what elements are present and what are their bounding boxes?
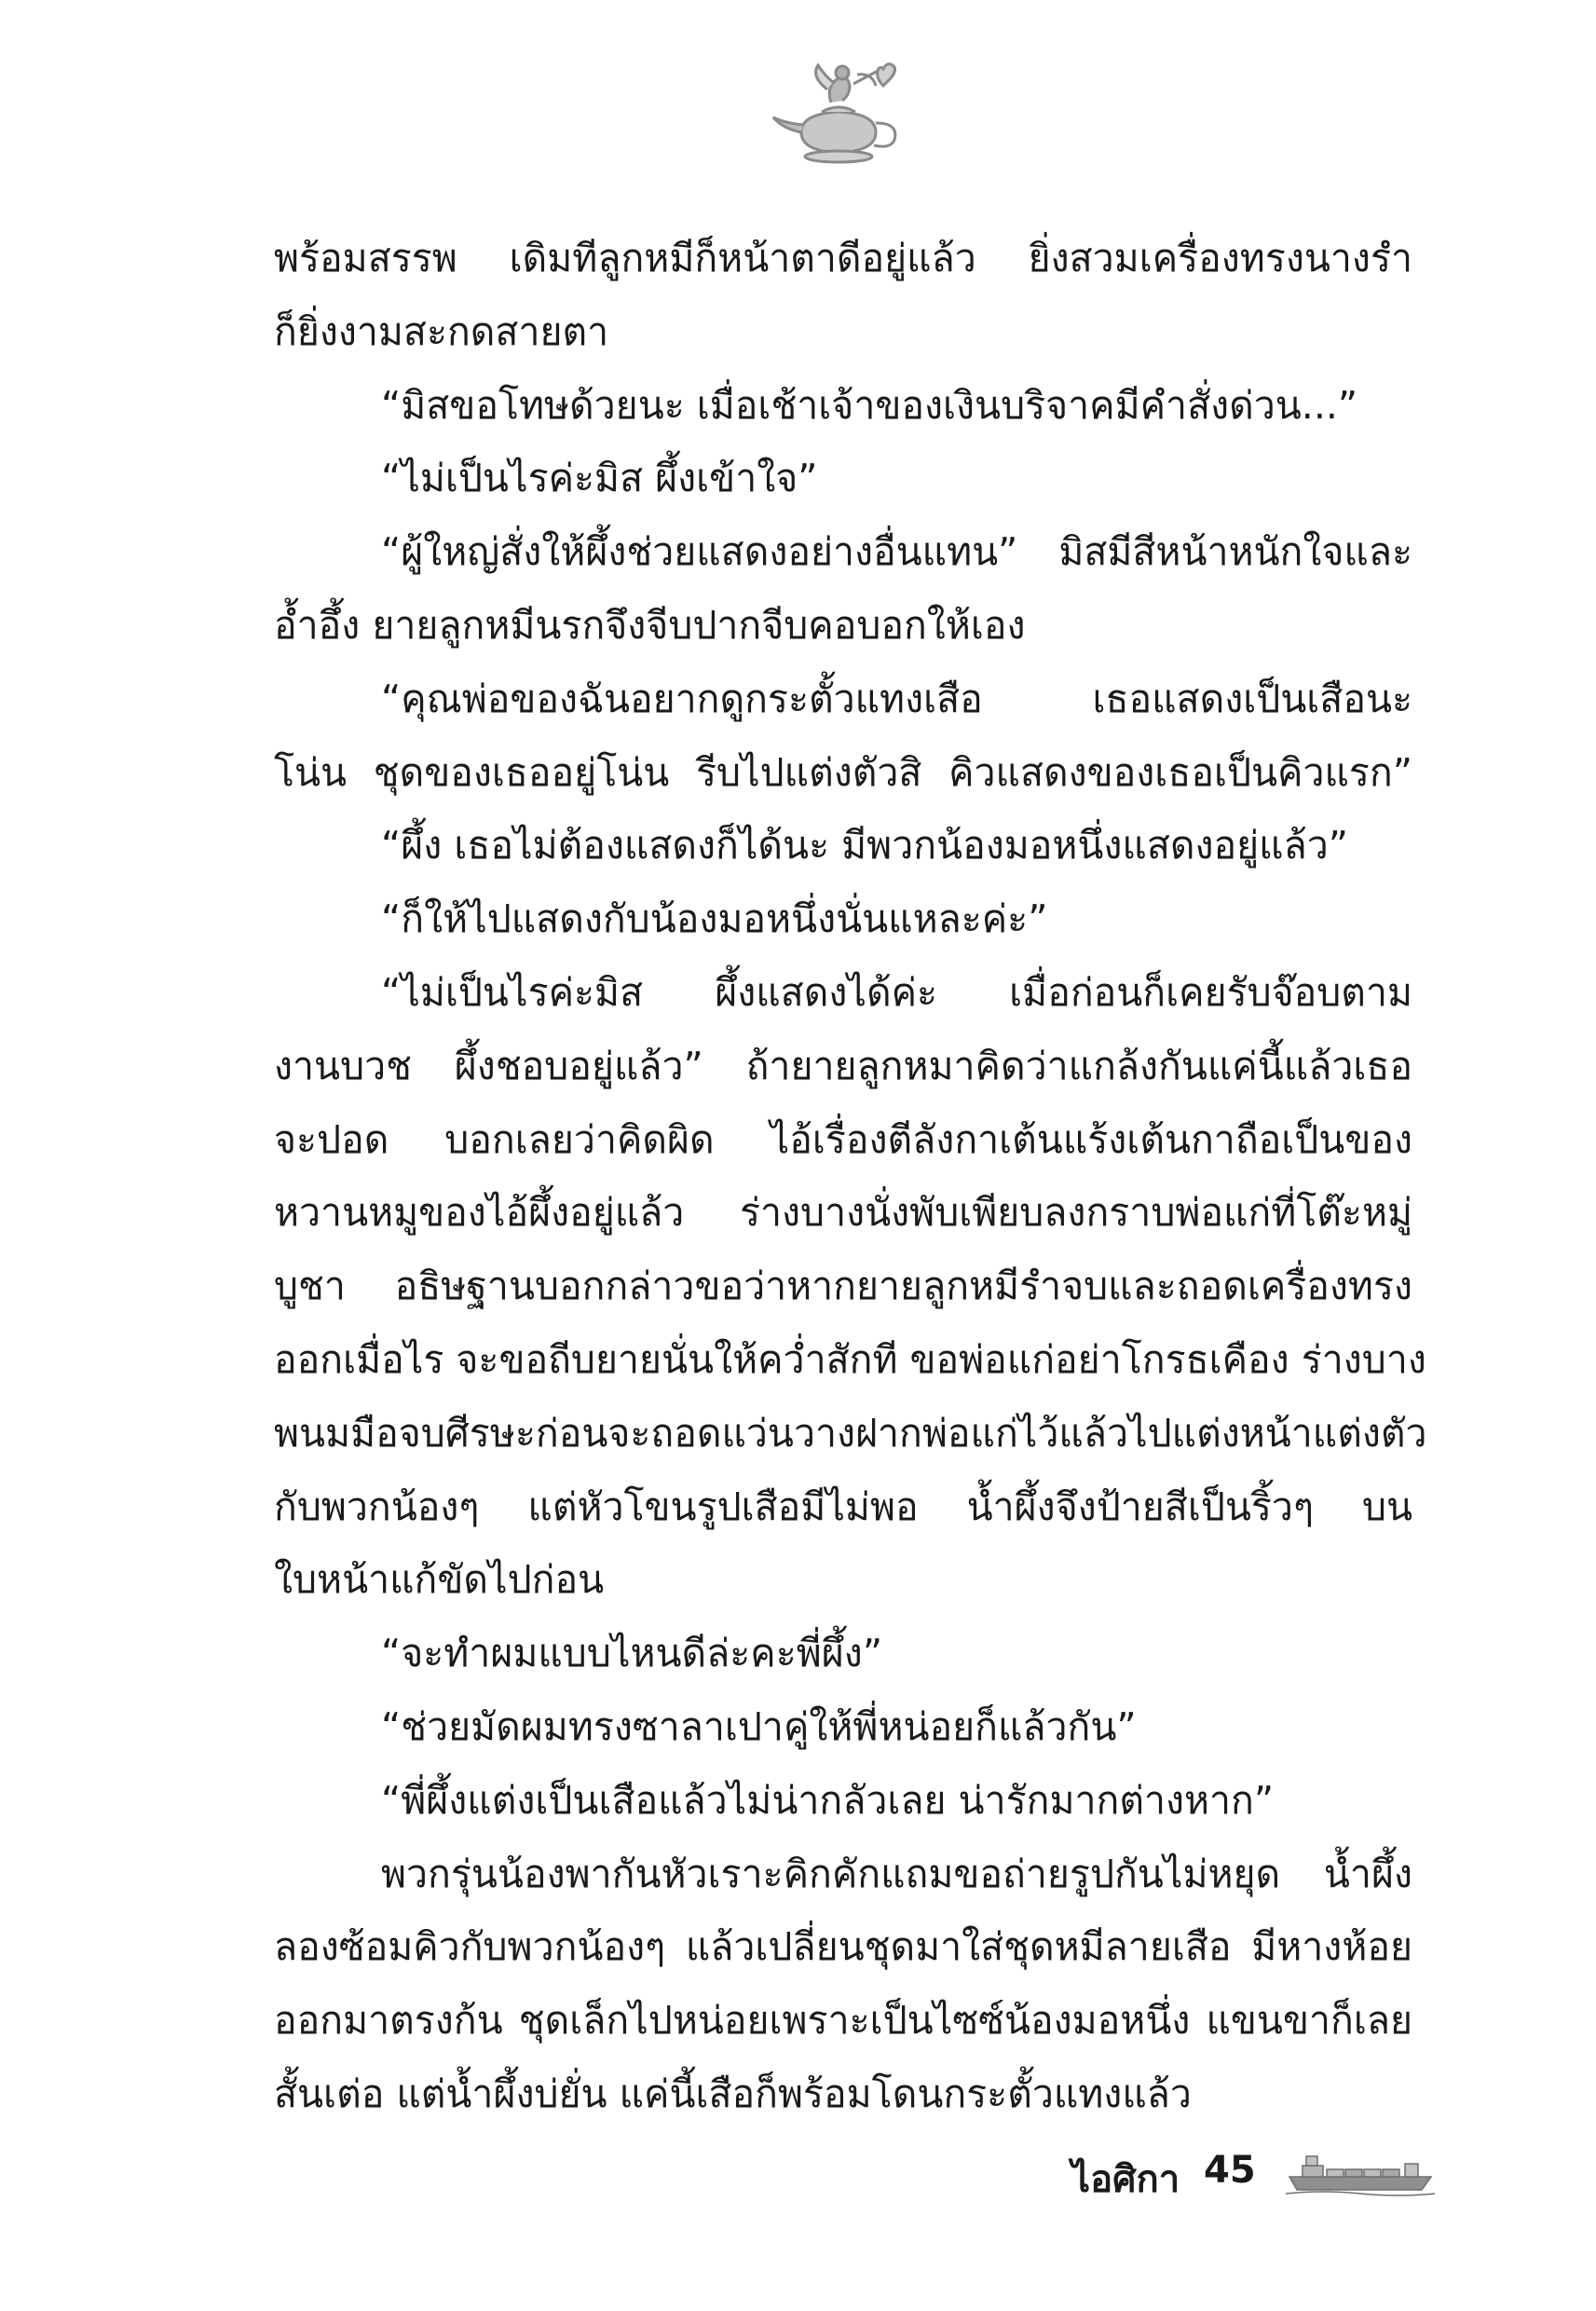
page-footer <box>1071 2143 1444 2208</box>
text-line: งานบวช ผึ้งชอบอยู่แล้ว” ถ้ายายลูกหมาคิดว่าแกล้งกันแค่นี้แล้วเธอ <box>274 1043 1412 1088</box>
page-number: 45 <box>1204 2149 1256 2192</box>
text-line: “ก็ให้ไปแสดงกับน้องมอหนึ่งนั่นแหละค่ะ” <box>381 896 1048 942</box>
text-line: “ช่วยมัดผมทรงซาลาเปาคู่ให้พี่หน่อยก็แล้วกัน” <box>381 1703 1137 1749</box>
text-line: “คุณพ่อของฉันอยากดูกระตั้วแทงเสือ เธอแสดงเป็นเสือนะ <box>381 676 1412 721</box>
text-line: “ไม่เป็นไรค่ะมิส ผึ้งเข้าใจ” <box>381 456 818 501</box>
text-line: พร้อมสรรพ เดิมทีลูกหมีก็หน้าตาดีอยู่แล้ว ยิ่งสวมเครื่องทรงนางรำ <box>274 236 1412 280</box>
text-line: พวกรุ่นน้องพากันหัวเราะคิกคักแถมขอถ่ายรูปกันไม่หยุด น้ำผึ้ง <box>381 1851 1412 1896</box>
ship-icon <box>1286 2143 1435 2199</box>
text-line: บูชา อธิษฐานบอกกล่าวขอว่าหากยายลูกหมีรำจบและถอดเครื่องทรง <box>274 1264 1412 1309</box>
book-title: ไอศิกา <box>1071 2158 1180 2201</box>
text-line: “ผู้ใหญ่สั่งให้ผึ้งช่วยแสดงอย่างอื่นแทน” มิสมีสีหน้าหนักใจและ <box>381 529 1412 575</box>
text-line: พนมมือจบศีรษะก่อนจะถอดแว่นวางฝากพ่อแก่ไว้แล้วไปแต่งหน้าแต่งตัว <box>274 1410 1427 1456</box>
text-line: กับพวกน้องๆ แต่หัวโขนรูปเสือมีไม่พอ น้ำผึ้งจึงป้ายสีเป็นริ้วๆ บน <box>274 1484 1412 1529</box>
text-line: ลองซ้อมคิวกับพวกน้องๆ แล้วเปลี่ยนชุดมาใส่ชุดหมีลายเสือ มีหางห้อย <box>274 1924 1412 1970</box>
text-line: สั้นเต่อ แต่น้ำผึ้งบ่ยั่น แค่นี้เสือก็พร้อมโดนกระตั้วแทงแล้ว <box>274 2071 1192 2116</box>
text-line: ก็ยิ่งงามสะกดสายตา <box>274 308 609 354</box>
text-line: โน่น ชุดของเธออยู่โน่น รีบไปแต่งตัวสิ คิวแสดงของเธอเป็นคิวแรก” <box>274 749 1412 795</box>
text-line: ออกเมื่อไร จะขอถีบยายนั่นให้คว่ำสักที ขอพ่อแก่อย่าโกรธเคือง ร่างบาง <box>274 1336 1426 1382</box>
text-line: “พี่ผึ้งแต่งเป็นเสือแล้วไม่น่ากลัวเลย น่ารักมากต่างหาก” <box>381 1777 1275 1823</box>
text-line: ใบหน้าแก้ขัดไปก่อน <box>274 1557 605 1603</box>
body-text <box>274 222 1427 2131</box>
text-line: หวานหมูของไอ้ผึ้งอยู่แล้ว ร่างบางนั่งพับเพียบลงกราบพ่อแก่ที่โต๊ะหมู่ <box>274 1190 1412 1236</box>
text-line: “มิสขอโทษด้วยนะ เมื่อเช้าเจ้าของเงินบริจาคมีคำสั่งด่วน...” <box>381 382 1358 428</box>
text-line: “ไม่เป็นไรค่ะมิส ผึ้งแสดงได้ค่ะ เมื่อก่อนก็เคยรับจ๊อบตาม <box>381 969 1412 1015</box>
text-line: “ผึ้ง เธอไม่ต้องแสดงก็ได้นะ มีพวกน้องมอหนึ่งแสดงอยู่แล้ว” <box>381 823 1348 868</box>
text-line: อ้ำอึ้ง ยายลูกหมีนรกจึงจีบปากจีบคอบอกให้เอง <box>274 602 1026 648</box>
teapot-cupid-ornament-icon <box>764 58 913 170</box>
text-line: “จะทำผมแบบไหนดีล่ะคะพี่ผึ้ง” <box>381 1631 883 1676</box>
text-line: จะปอด บอกเลยว่าคิดผิด ไอ้เรื่องตีลังกาเต้นแร้งเต้นกาถือเป็นของ <box>274 1116 1412 1162</box>
text-line: ออกมาตรงก้น ชุดเล็กไปหน่อยเพราะเป็นไซซ์น้องมอหนึ่ง แขนขาก็เลย <box>274 1998 1412 2044</box>
